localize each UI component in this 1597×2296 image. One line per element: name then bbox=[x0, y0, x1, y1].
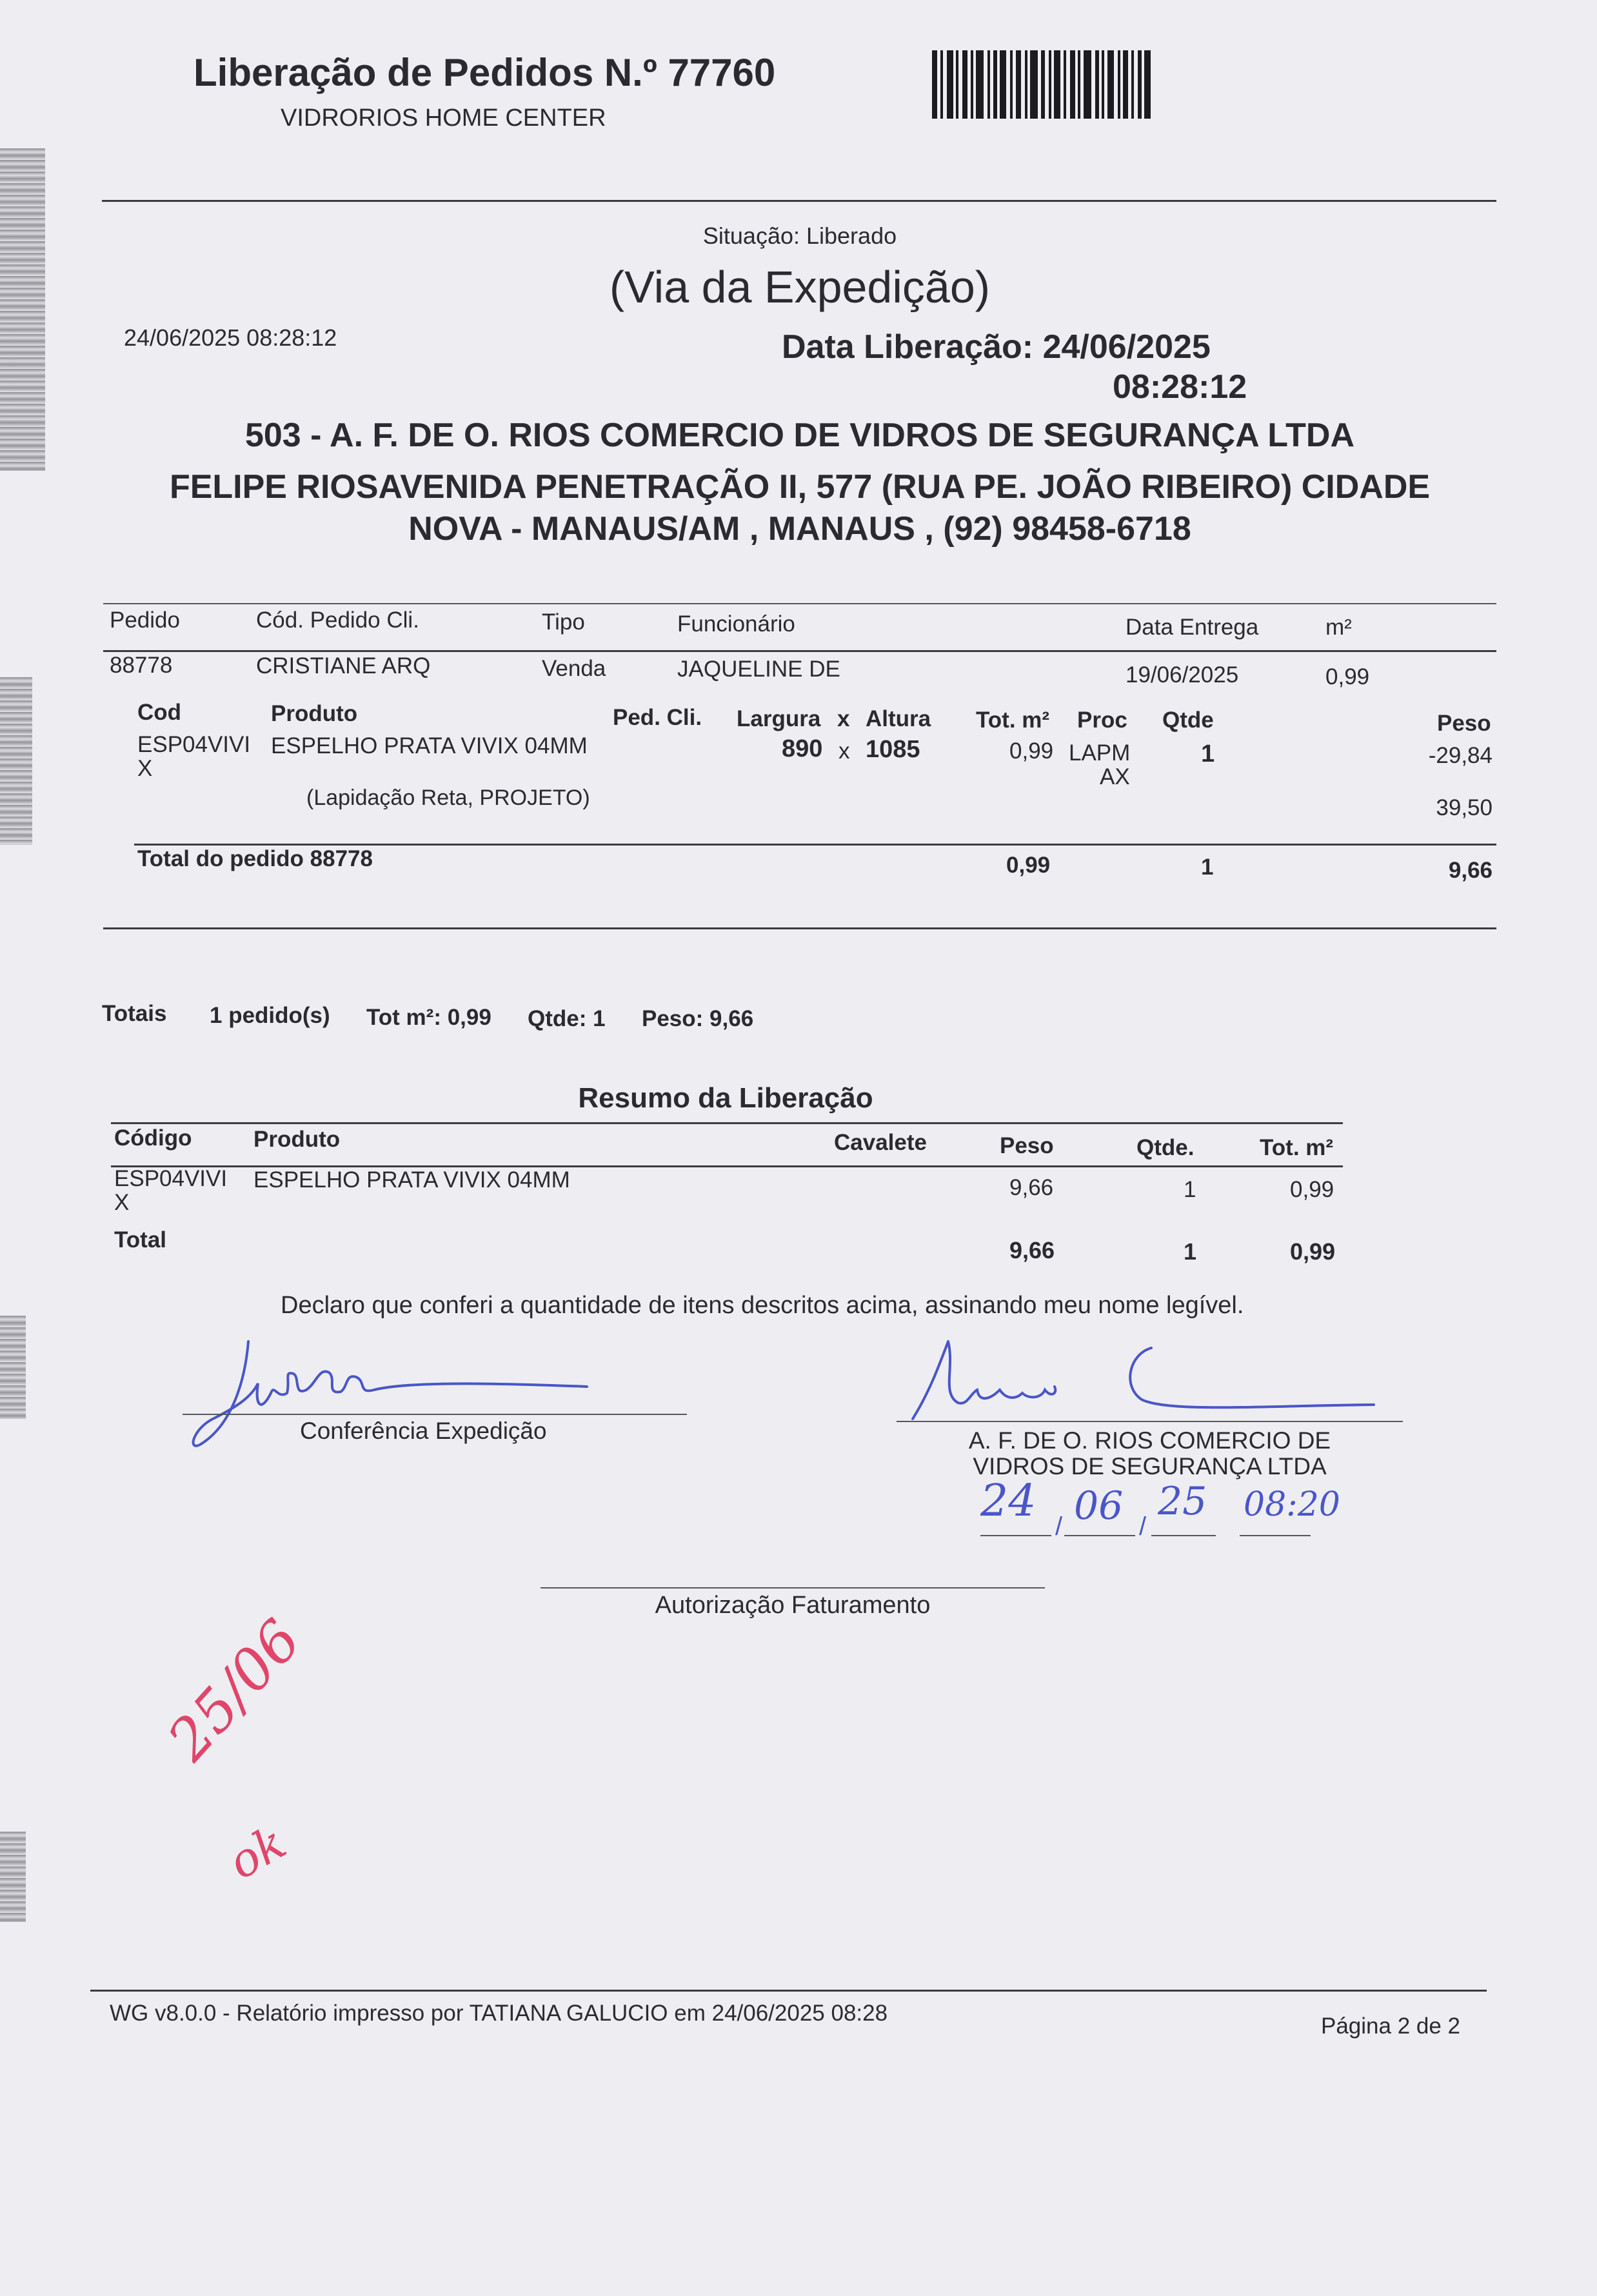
signature-label-conferencia: Conferência Expedição bbox=[300, 1418, 547, 1444]
resumo-header-codigo: Código bbox=[114, 1125, 192, 1151]
item-cod-line2: X bbox=[137, 756, 153, 781]
order-total-tot-m2: 0,99 bbox=[1006, 853, 1051, 878]
resumo-total-label: Total bbox=[114, 1227, 167, 1252]
item-peso-line2: 39,50 bbox=[1436, 795, 1493, 820]
item-header-ped-cli: Ped. Cli. bbox=[613, 705, 702, 730]
item-tot-m2: 0,99 bbox=[1009, 738, 1054, 764]
resumo-total-tot-m2: 0,99 bbox=[1290, 1238, 1336, 1265]
totais-pedidos: 1 pedido(s) bbox=[210, 1003, 330, 1028]
signature-date-year: 25 bbox=[1158, 1479, 1207, 1524]
header-tipo: Tipo bbox=[542, 609, 585, 635]
data-liberacao-time: 08:28:12 bbox=[1113, 368, 1247, 406]
signature-label-autorizacao: Autorização Faturamento bbox=[655, 1592, 931, 1619]
item-header-proc: Proc bbox=[1077, 708, 1127, 733]
signature-line-company bbox=[897, 1421, 1403, 1422]
resumo-row-produto: ESPELHO PRATA VIVIX 04MM bbox=[253, 1167, 570, 1193]
resumo-header-cavalete: Cavalete bbox=[834, 1130, 927, 1155]
totais-label: Totais bbox=[102, 1001, 167, 1026]
document-title: Liberação de Pedidos N.º 77760 bbox=[193, 51, 776, 94]
date-underline-year bbox=[1151, 1535, 1216, 1536]
resumo-header-qtde: Qtde. bbox=[1136, 1135, 1195, 1160]
resumo-row-codigo-line1: ESP04VIVI bbox=[114, 1166, 228, 1191]
item-produto: ESPELHO PRATA VIVIX 04MM bbox=[271, 733, 588, 758]
signature-company-line2: VIDROS DE SEGURANÇA LTDA bbox=[973, 1453, 1327, 1480]
totais-tot-m2: Tot m²: 0,99 bbox=[366, 1005, 491, 1030]
scan-artifact-top bbox=[0, 148, 45, 471]
header-pedido: Pedido bbox=[110, 608, 180, 633]
item-x: x bbox=[838, 738, 850, 764]
resumo-row-qtde: 1 bbox=[1184, 1177, 1196, 1202]
item-header-tot-m2: Tot. m² bbox=[976, 708, 1050, 733]
item-proc-line1: LAPM bbox=[1069, 740, 1131, 766]
item-header-peso: Peso bbox=[1437, 711, 1491, 736]
resumo-row-codigo-line2: X bbox=[114, 1190, 130, 1215]
signature-date-month: 06 bbox=[1074, 1483, 1124, 1529]
item-header-cod: Cod bbox=[137, 700, 182, 725]
row-funcionario: JAQUELINE DE bbox=[677, 657, 840, 682]
resumo-top-border bbox=[111, 1122, 1343, 1124]
totais-peso: Peso: 9,66 bbox=[642, 1006, 754, 1031]
item-header-x: x bbox=[837, 706, 850, 731]
item-detail: (Lapidação Reta, PROJETO) bbox=[306, 786, 590, 810]
header-divider bbox=[102, 200, 1496, 202]
order-table-header-border bbox=[103, 650, 1496, 652]
header-cod-pedido-cli: Cód. Pedido Cli. bbox=[256, 608, 419, 633]
header-data-entrega: Data Entrega bbox=[1126, 615, 1259, 640]
signature-conferencia bbox=[187, 1322, 600, 1477]
status-via: (Via da Expedição) bbox=[609, 262, 991, 312]
item-peso-line1: -29,84 bbox=[1428, 743, 1493, 768]
resumo-header-produto: Produto bbox=[253, 1127, 341, 1152]
signature-date-time: 08:20 bbox=[1244, 1485, 1340, 1524]
handwritten-note-date: 25/06 bbox=[155, 1607, 314, 1773]
row-data-entrega: 19/06/2025 bbox=[1126, 662, 1239, 688]
declaration: Declaro que conferi a quantidade de itens descritos acima, assinando meu nome legível. bbox=[281, 1292, 1244, 1319]
date-separator-1: / bbox=[1055, 1512, 1063, 1541]
item-header-largura: Largura bbox=[737, 706, 821, 731]
date-underline-month bbox=[1064, 1535, 1135, 1536]
totais-qtde: Qtde: 1 bbox=[528, 1006, 606, 1031]
company-name: VIDRORIOS HOME CENTER bbox=[281, 104, 606, 132]
item-qtde: 1 bbox=[1201, 740, 1215, 767]
signature-line-autorizacao bbox=[541, 1587, 1045, 1588]
resumo-row-peso: 9,66 bbox=[1009, 1175, 1054, 1200]
footer-page: Página 2 de 2 bbox=[1321, 2014, 1461, 2039]
item-proc-line2: AX bbox=[1100, 764, 1130, 789]
resumo-total-qtde: 1 bbox=[1184, 1238, 1197, 1265]
item-altura: 1085 bbox=[866, 736, 920, 763]
item-header-qtde: Qtde bbox=[1162, 708, 1214, 733]
client-name: 503 - A. F. DE O. RIOS COMERCIO DE VIDROS DE SEGURANÇA LTDA bbox=[244, 417, 1355, 454]
row-m2: 0,99 bbox=[1325, 664, 1370, 689]
order-total-peso: 9,66 bbox=[1448, 858, 1493, 883]
order-total-label: Total do pedido 88778 bbox=[137, 846, 373, 871]
barcode bbox=[932, 50, 1177, 119]
client-address-line2: NOVA - MANAUS/AM , MANAUS , (92) 98458-6718 bbox=[408, 510, 1191, 548]
item-cod-line1: ESP04VIVI bbox=[137, 732, 251, 757]
status-situacao: Situação: Liberado bbox=[702, 223, 897, 249]
resumo-title: Resumo da Liberação bbox=[578, 1082, 873, 1114]
data-liberacao: Data Liberação: 24/06/2025 bbox=[782, 328, 1211, 366]
row-tipo: Venda bbox=[542, 656, 606, 681]
client-address-line1: FELIPE RIOSAVENIDA PENETRAÇÃO II, 577 (RUA PE. JOÃO RIBEIRO) CIDADE bbox=[169, 468, 1431, 506]
resumo-header-peso: Peso bbox=[1000, 1133, 1054, 1158]
date-underline-day bbox=[980, 1535, 1051, 1536]
header-m2: m² bbox=[1325, 615, 1352, 640]
scan-artifact-bottom bbox=[0, 1832, 26, 1922]
order-total-qtde: 1 bbox=[1201, 855, 1214, 880]
item-header-produto: Produto bbox=[271, 701, 358, 726]
resumo-header-tot-m2: Tot. m² bbox=[1260, 1135, 1334, 1160]
scan-artifact-lower bbox=[0, 1316, 26, 1419]
print-datetime: 24/06/2025 08:28:12 bbox=[124, 324, 337, 351]
resumo-total-peso: 9,66 bbox=[1009, 1237, 1055, 1263]
footer-printed-by: WG v8.0.0 - Relatório impresso por TATIANA GALUCIO em 24/06/2025 08:28 bbox=[110, 2001, 888, 2026]
handwritten-note-ok: ok bbox=[219, 1814, 295, 1890]
signature-company-line1: A. F. DE O. RIOS COMERCIO DE bbox=[968, 1427, 1331, 1454]
order-section-bottom-border bbox=[103, 927, 1496, 929]
item-header-altura: Altura bbox=[866, 706, 931, 731]
row-pedido: 88778 bbox=[110, 653, 173, 678]
signature-company bbox=[897, 1329, 1387, 1432]
footer-divider bbox=[90, 1990, 1487, 1992]
date-separator-2: / bbox=[1139, 1512, 1147, 1541]
date-underline-time bbox=[1240, 1535, 1311, 1536]
resumo-row-tot-m2: 0,99 bbox=[1290, 1177, 1334, 1202]
scan-artifact-middle bbox=[0, 677, 32, 845]
order-table-top-border bbox=[103, 603, 1496, 604]
signature-line-conferencia bbox=[183, 1414, 687, 1415]
item-largura: 890 bbox=[782, 735, 823, 762]
row-cod-pedido-cli: CRISTIANE ARQ bbox=[256, 653, 431, 678]
header-funcionario: Funcionário bbox=[677, 611, 795, 637]
signature-date-day: 24 bbox=[980, 1476, 1037, 1527]
order-total-border bbox=[134, 844, 1496, 846]
